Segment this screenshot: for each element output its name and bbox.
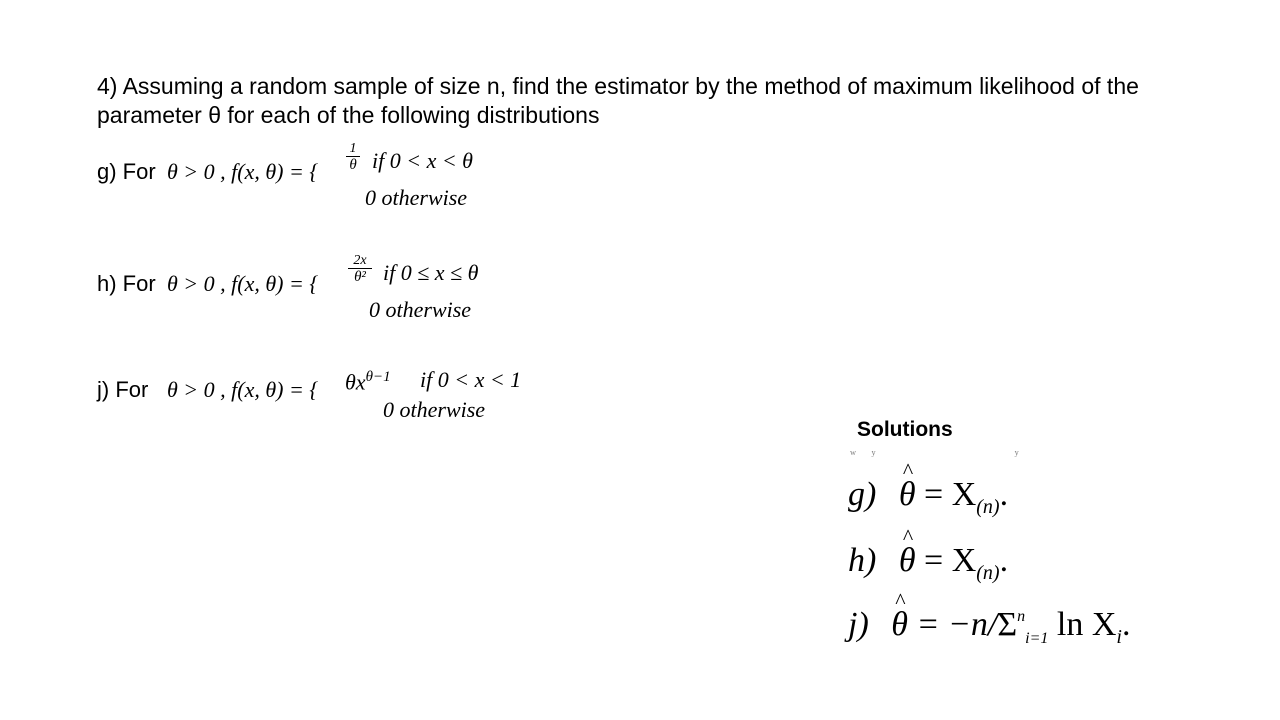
solution-j-period: .: [1121, 606, 1131, 643]
solution-h-theta-hat: ^ θ: [899, 542, 916, 580]
solution-j-sum-upper: n: [1017, 608, 1026, 625]
problem-j-lead: j) For: [97, 377, 149, 402]
problem-h-case2: 0 otherwise: [369, 297, 472, 322]
solution-g-equals: = X: [924, 476, 977, 513]
solution-g-period: .: [999, 476, 1009, 513]
problem-g-fraction: [346, 141, 360, 173]
problem-g-denominator: θ: [349, 157, 357, 173]
solution-g: [848, 476, 1008, 519]
solution-h-period: .: [999, 542, 1009, 579]
problem-j-case1-base: θx: [345, 369, 366, 395]
problem-j-case1: [345, 369, 391, 395]
solution-j-log-subscript: i: [1116, 626, 1122, 648]
problem-h-fraction: [348, 253, 372, 285]
solutions-title: Solutions: [857, 418, 953, 441]
problem-j-condition: θ > 0 , f(x, θ) = {: [167, 377, 319, 402]
solutions-image: [840, 448, 1170, 658]
solution-j-sum-lower: i=1: [1025, 630, 1049, 647]
solution-h-label: h): [848, 542, 877, 579]
solution-g-subscript: (n): [976, 496, 1000, 518]
problem-j-case1-condition: if 0 < x < 1: [420, 367, 522, 392]
problem-h-lead: h) For: [97, 271, 156, 296]
problem-g-condition: θ > 0 , f(x, θ) = {: [167, 159, 319, 184]
problem-j: [97, 360, 567, 430]
cropped-line-remnant: ʷ ʸ ʸ: [850, 448, 1025, 463]
problem-h-numerator: 2x: [348, 253, 372, 269]
problem-h-condition: θ > 0 , f(x, θ) = {: [167, 271, 319, 296]
problem-g-case2: 0 otherwise: [365, 185, 468, 210]
problem-h-case1-condition: if 0 ≤ x ≤ θ: [383, 260, 479, 285]
problem-g-lead: g) For: [97, 159, 156, 184]
solution-j-log: ln X: [1048, 606, 1117, 643]
problem-g-case1-condition: if 0 < x < θ: [372, 148, 473, 173]
problem-h: [97, 252, 557, 332]
solution-j-theta-hat: ^ θ: [891, 606, 908, 644]
solution-j-label: j): [848, 606, 869, 643]
problem-h-denominator: θ²: [354, 269, 366, 285]
question-text: 4) Assuming a random sample of size n, find the estimator by the method of maximum likelihood of the parameter θ for each of the following distributions: [97, 73, 1139, 128]
solution-j-equals: = −n/: [916, 606, 998, 643]
solution-h-subscript: (n): [976, 562, 1000, 584]
solution-g-label: g): [848, 476, 877, 513]
solution-h-equals: = X: [924, 542, 977, 579]
problem-j-case2: 0 otherwise: [383, 397, 486, 422]
solution-g-theta-hat: ^ θ: [899, 476, 916, 514]
solution-j-sum-sign: Σ: [997, 606, 1018, 643]
solution-j: [848, 606, 1130, 649]
problem-g: [97, 140, 557, 220]
problem-g-numerator: 1: [346, 141, 360, 157]
solution-h: [848, 542, 1008, 585]
problem-j-case1-exponent: θ−1: [365, 369, 391, 385]
